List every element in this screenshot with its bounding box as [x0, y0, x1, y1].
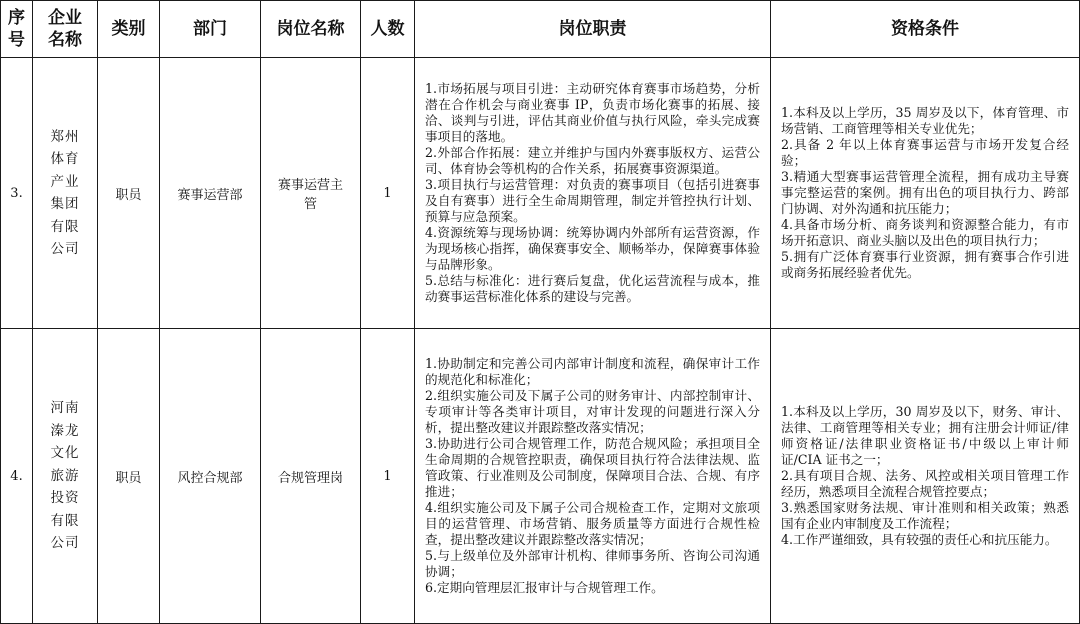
duty-item: 4.资源统筹与现场协调：统筹协调内外部所有运营资源，作为现场核心指挥，确保赛事安全、顺畅举办，保障赛事体验与品牌形象。 [425, 225, 760, 272]
table-row [1, 58, 1080, 329]
category-cell: 职员 [98, 58, 160, 329]
header-row [1, 1, 1080, 58]
seq-cell: 4. [1, 329, 33, 624]
duty-item: 1.市场拓展与项目引进：主动研究体育赛事市场趋势，分析潜在合作机会与商业赛事 IP，负责市场化赛事的拓展、接洽、谈判与引进，评估其商业价值与执行风险，牵头完成赛事项目的落地。 [425, 81, 760, 144]
qualification-item: 3.熟悉国家财务法规、审计准则和相关政策；熟悉国有企业内审制度及工作流程； [781, 500, 1069, 531]
table-row [1, 329, 1080, 624]
header-position: 岗位名称 [261, 1, 361, 58]
duty-item: 1.协助制定和完善公司内部审计制度和流程，确保审计工作的规范化和标准化； [425, 356, 760, 387]
position-cell: 合规管理岗 [261, 329, 361, 624]
duty-item: 2.外部合作拓展：建立并维护与国内外赛事版权方、运营公司、体育协会等机构的合作关系，拓展赛事资源渠道。 [425, 145, 760, 176]
qualification-item: 3.精通大型赛事运营管理全流程，拥有成功主导赛事完整运营的案例。拥有出色的项目执行力、跨部门协调、对外沟通和抗压能力； [781, 169, 1069, 216]
header-seq: 序号 [1, 1, 33, 58]
count-cell: 1 [361, 58, 415, 329]
qualification-item: 2.具备 2 年以上体育赛事运营与市场开发复合经验； [781, 137, 1069, 168]
header-company: 企业名称 [33, 1, 98, 58]
qualification-item: 1.本科及以上学历，30 周岁及以下，财务、审计、法律、工商管理等相关专业；拥有注册会计师证/律师资格证/法律职业资格证书/中级以上审计师证/CIA 证书之一； [781, 404, 1069, 467]
company-cell: 河南溱龙文化旅游投资有限公司 [33, 329, 98, 624]
duty-item: 2.组织实施公司及下属子公司的财务审计、内部控制审计、专项审计等各类审计项目，对审计发现的问题进行深入分析，提出整改建议并跟踪整改落实情况； [425, 388, 760, 435]
count-cell: 1 [361, 329, 415, 624]
header-category: 类别 [98, 1, 160, 58]
duty-item: 3.项目执行与运营管理：对负责的赛事项目（包括引进赛事及自有赛事）进行全生命周期管理，制定并管控执行计划、预算与应急预案。 [425, 177, 760, 224]
department-cell: 赛事运营部 [160, 58, 261, 329]
header-department: 部门 [160, 1, 261, 58]
qualifications-cell [771, 329, 1080, 624]
duty-item: 6.定期向管理层汇报审计与合规管理工作。 [425, 580, 664, 595]
duty-item: 4.组织实施公司及下属子公司合规检查工作，定期对文旅项目的运营管理、市场营销、服务质量等方面进行合规性检查，提出整改建议并跟踪整改落实情况； [425, 500, 760, 547]
duties-cell [415, 58, 771, 329]
duties-cell [415, 329, 771, 624]
header-count: 人数 [361, 1, 415, 58]
seq-cell: 3. [1, 58, 33, 329]
duty-item: 5.总结与标准化：进行赛后复盘，优化运营流程与成本，推动赛事运营标准化体系的建设与完善。 [425, 273, 760, 304]
company-cell: 郑州体育产业集团有限公司 [33, 58, 98, 329]
position-cell: 赛事运营主管 [261, 58, 361, 329]
department-cell: 风控合规部 [160, 329, 261, 624]
category-cell: 职员 [98, 329, 160, 624]
qualification-item: 4.工作严谨细致，具有较强的责任心和抗压能力。 [781, 532, 1058, 547]
duty-item: 5.与上级单位及外部审计机构、律师事务所、咨询公司沟通协调； [425, 548, 760, 579]
qualification-item: 5.拥有广泛体育赛事行业资源，拥有赛事合作引进或商务拓展经验者优先。 [781, 249, 1069, 280]
qualification-item: 2.具有项目合规、法务、风控或相关项目管理工作经历，熟悉项目全流程合规管控要点； [781, 468, 1069, 499]
qualification-item: 4.具备市场分析、商务谈判和资源整合能力，有市场开拓意识、商业头脑以及出色的项目执行力； [781, 217, 1069, 248]
qualifications-cell [771, 58, 1080, 329]
header-duties: 岗位职责 [415, 1, 771, 58]
header-qualifications: 资格条件 [771, 1, 1080, 58]
duty-item: 3.协助进行公司合规管理工作，防范合规风险；承担项目全生命周期的合规管控职责，确保项目执行符合法律法规、监管政策、行业准则及公司制度，保障项目合法、合规、有序推进； [425, 436, 760, 499]
qualification-item: 1.本科及以上学历，35 周岁及以下，体育管理、市场营销、工商管理等相关专业优先； [781, 105, 1069, 136]
